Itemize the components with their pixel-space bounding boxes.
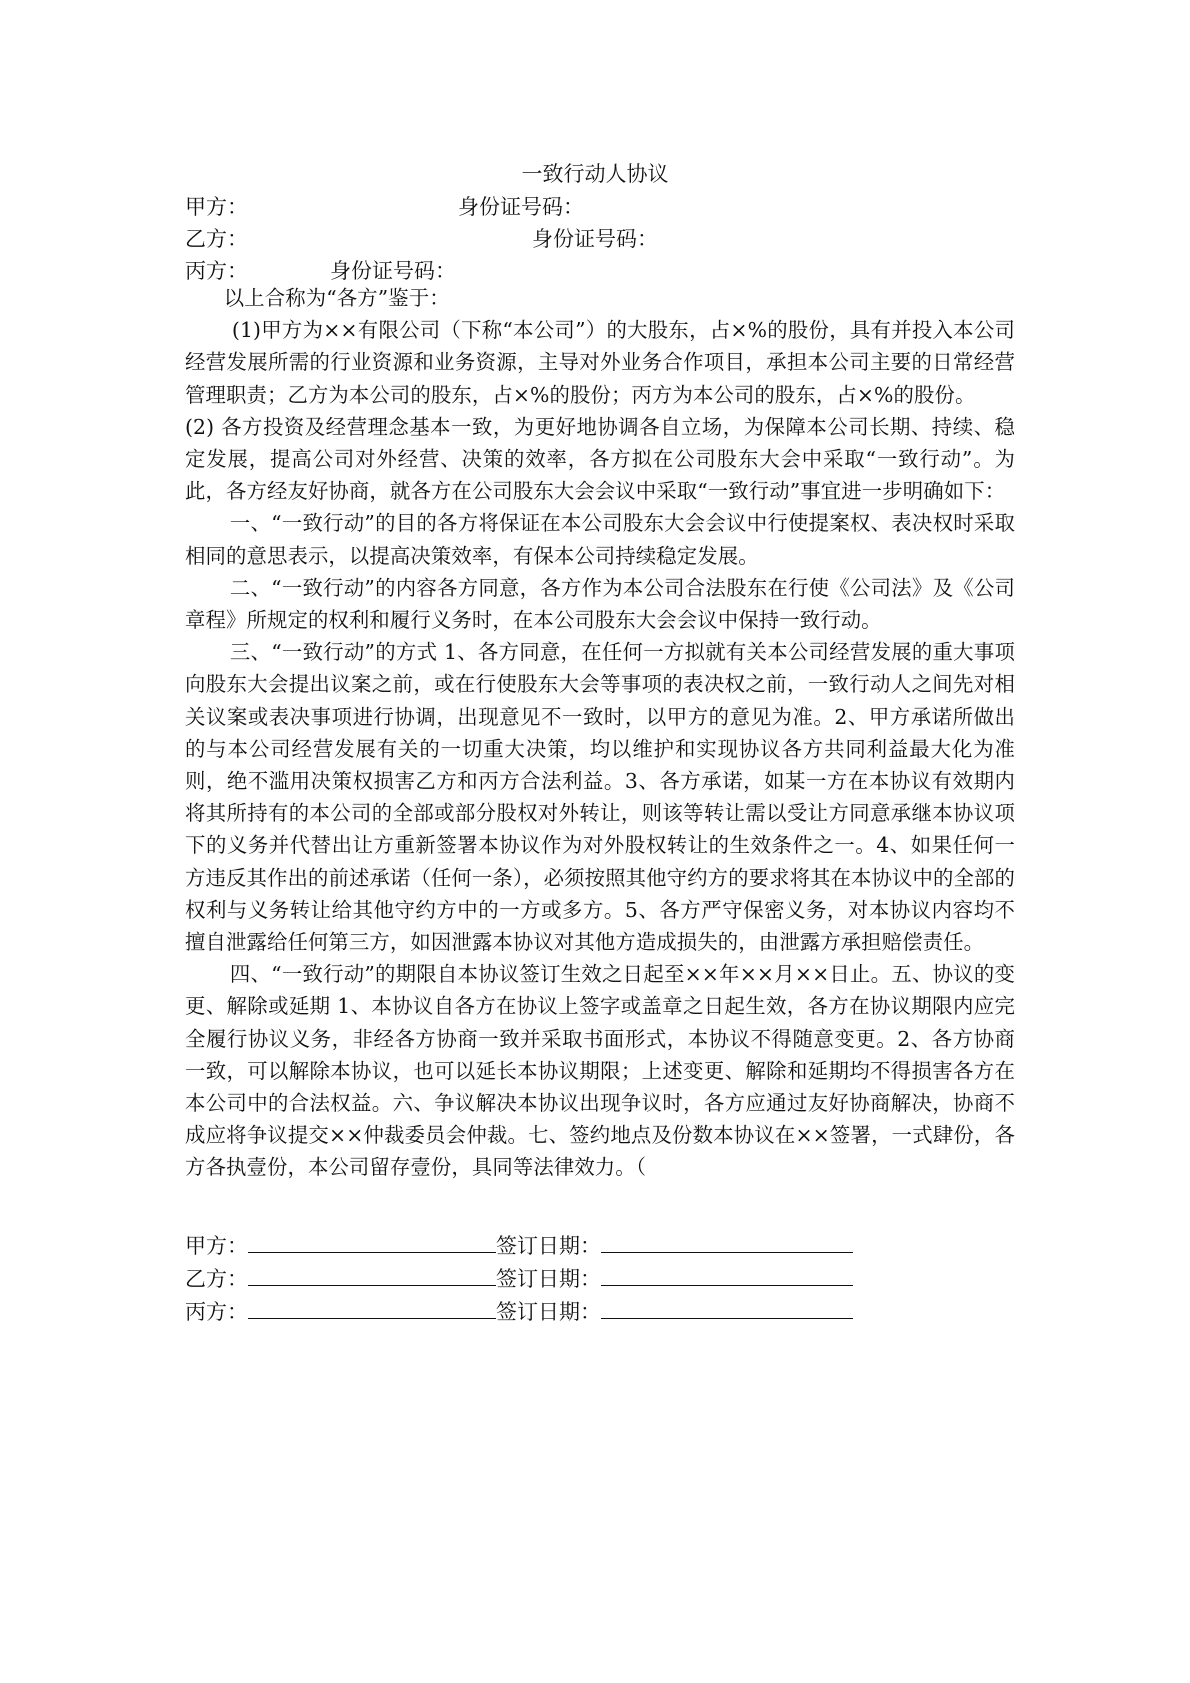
signature-b-blank [248, 1263, 496, 1286]
paragraph-recital-2: (2) 各方投资及经营理念基本一致，为更好地协调各自立场，为保障本公司长期、持续、稳定发展，提高公司对外经营、决策的效率，各方拟在公司股东大会中采取“一致行动”。为此，各方经友好协商，就各方在公司股东大会会议中采取“一致行动”事宜进一步明确如下： [185, 414, 1015, 504]
paragraph-recital-1: (1)甲方为××有限公司（下称“本公司”）的大股东，占×%的股份，具有并投入本公司经营发展所需的行业资源和业务资源，主导对外业务合作项目，承担本公司主要的日常经营管理职责；乙方为本公司的股东，占×%的股份；丙方为本公司的股东，占×%的股份。 [185, 318, 1015, 407]
signature-c-label: 丙方： [185, 1300, 248, 1324]
signature-a-label: 甲方： [185, 1234, 248, 1258]
signature-a-blank [248, 1230, 496, 1253]
signature-b-label: 乙方： [185, 1267, 248, 1291]
signature-c-blank [248, 1296, 496, 1319]
document-title: 一致行动人协议 [521, 162, 669, 186]
paragraph-article-3: 三、“一致行动”的方式 1、各方同意，在任何一方拟就有关本公司经营发展的重大事项向股东大会提出议案之前，或在行使股东大会等事项的表决权之前，一致行动人之间先对相关议案或表决事项进行协调，出现意见不一致时，以甲方的意见为准。2、甲方承诺所做出的与本公司经营发展有关的一切重大决策，均以维护和实现协议各方共同利益最大化为准则，绝不滥用决策权损害乙方和丙方合法利益。3、各方承诺，如某一方在本协议有效期内将其所持有的本公司的全部或部分股权对外转让，则该等转让需以受让方同意承继本协议项下的义务并代替出让方重新签署本协议作为对外股权转让的生效条件之一。4、如果任何一方违反其作出的前述承诺（任何一条），必须按照其他守约方的要求将其在本协议中的全部的权利与义务转让给其他守约方中的一方或多方。5、各方严守保密义务，对本协议内容均不擅自泄露给任何第三方，如因泄露本协议对其他方造成损失的，由泄露方承担赔偿责任。 [185, 640, 1015, 955]
signature-row-c [185, 1296, 853, 1328]
party-a-id-label: 身份证号码： [458, 195, 584, 219]
paragraph-article-4-7: 四、“一致行动”的期限自本协议签订生效之日起至××年××月××日止。五、协议的变更、解除或延期 1、本协议自各方在协议上签字或盖章之日起生效，各方在协议期限内应完全履行协议义务，非经各方协商一致并采取书面形式，本协议不得随意变更。2、各方协商一致，可以解除本协议，也可以延长本协议期限；上述变更、解除和延期均不得损害各方在本公司中的合法权益。六、争议解决本协议出现争议时，各方应通过友好协商解决，协商不成应将争议提交××仲裁委员会仲裁。七、签约地点及份数本协议在××签署，一式肆份，各方各执壹份，本公司留存壹份，具同等法律效力。（ [185, 962, 1015, 1180]
party-c-id-label: 身份证号码： [330, 259, 456, 283]
signature-row-b [185, 1263, 853, 1295]
paragraph-article-1: 一、“一致行动”的目的各方将保证在本公司股东大会会议中行使提案权、表决权时采取相同的意思表示，以提高决策效率，有保本公司持续稳定发展。 [185, 511, 1015, 568]
party-b-id-label: 身份证号码： [532, 227, 658, 251]
signature-c-date-blank [601, 1296, 853, 1319]
paragraph-article-2: 二、“一致行动”的内容各方同意，各方作为本公司合法股东在行使《公司法》及《公司章程》所规定的权利和履行义务时，在本公司股东大会会议中保持一致行动。 [185, 575, 1015, 633]
signature-b-date-label: 签订日期： [496, 1267, 601, 1291]
party-a-label: 甲方： [185, 195, 248, 219]
signature-a-date-label: 签订日期： [496, 1234, 601, 1258]
party-c-label: 丙方： [185, 259, 248, 283]
agreement-body [185, 282, 1015, 1184]
signature-c-date-label: 签订日期： [496, 1300, 601, 1324]
party-b-label: 乙方： [185, 227, 248, 251]
signature-b-date-blank [601, 1263, 853, 1286]
signature-a-date-blank [601, 1230, 853, 1253]
signature-row-a [185, 1230, 853, 1262]
paragraph-whereas: 以上合称为“各方”鉴于： [223, 286, 450, 310]
